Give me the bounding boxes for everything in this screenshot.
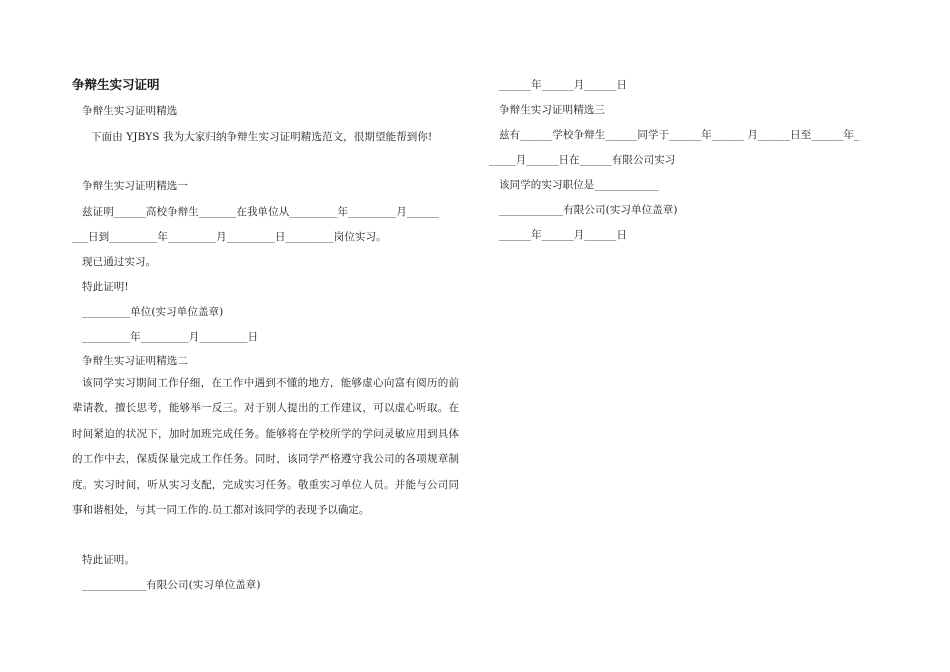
section3-heading: 争辩生实习证明精选三	[499, 104, 605, 116]
section3-line2: _____月______日在______有限公司实习	[489, 154, 676, 166]
section3-date: ______年______月______日	[499, 229, 628, 241]
section1-line2: ___日到_________年_________月_________日_________岗位实习。	[72, 231, 387, 243]
section3-stamp: ____________有限公司(实习单位盖章)	[499, 204, 678, 216]
section1-line1: 兹证明______高校争辩生_______在我单位从_________年_________月______	[82, 206, 439, 218]
section1-date: _________年_________月_________日	[82, 331, 259, 343]
document-title: 争辩生实习证明	[72, 77, 160, 92]
section1-line4: 特此证明!	[82, 281, 129, 293]
section1-line3: 现已通过实习。	[82, 256, 157, 268]
intro-text: 下面由 YJBYS 我为大家归纳争辩生实习证明精选范文，很期望能帮到你!	[91, 131, 433, 143]
section3-line3: 该同学的实习职位是____________	[499, 179, 659, 191]
section2-heading: 争辩生实习证明精选二	[82, 355, 188, 367]
section3-line1: 兹有______学校争辩生______同学于______年______ 月______日至______年_	[499, 129, 860, 141]
section2-stamp: ____________有限公司(实习单位盖章)	[82, 579, 261, 591]
subtitle: 争辩生实习证明精选	[82, 105, 178, 117]
section1-heading: 争辩生实习证明精选一	[82, 180, 188, 192]
section1-stamp: _________单位(实习单位盖章)	[82, 306, 224, 318]
section2-closing: 特此证明。	[82, 554, 135, 566]
section2-paragraph: 该同学实习期间工作仔细，在工作中遇到不懂的地方，能够虚心向富有阅历的前辈请教，擅长思考，能够举一反三。对于别人提出的工作建议，可以虚心听取。在时间紧迫的状况下，加时加班完成任务。能够将在学校所学的学问灵敏应用到具体的工作中去，保质保量完成工作任务。同时，该同学严格遵守我公司的各项规章制度。实习时间，听从实习支配，完成实习任务。敬重实习单位人员。并能与公司同事和谐相处，与其一同工作的.员工都对该同学的表现予以确定。	[72, 377, 459, 517]
top-date: ______年______月______日	[499, 79, 628, 91]
